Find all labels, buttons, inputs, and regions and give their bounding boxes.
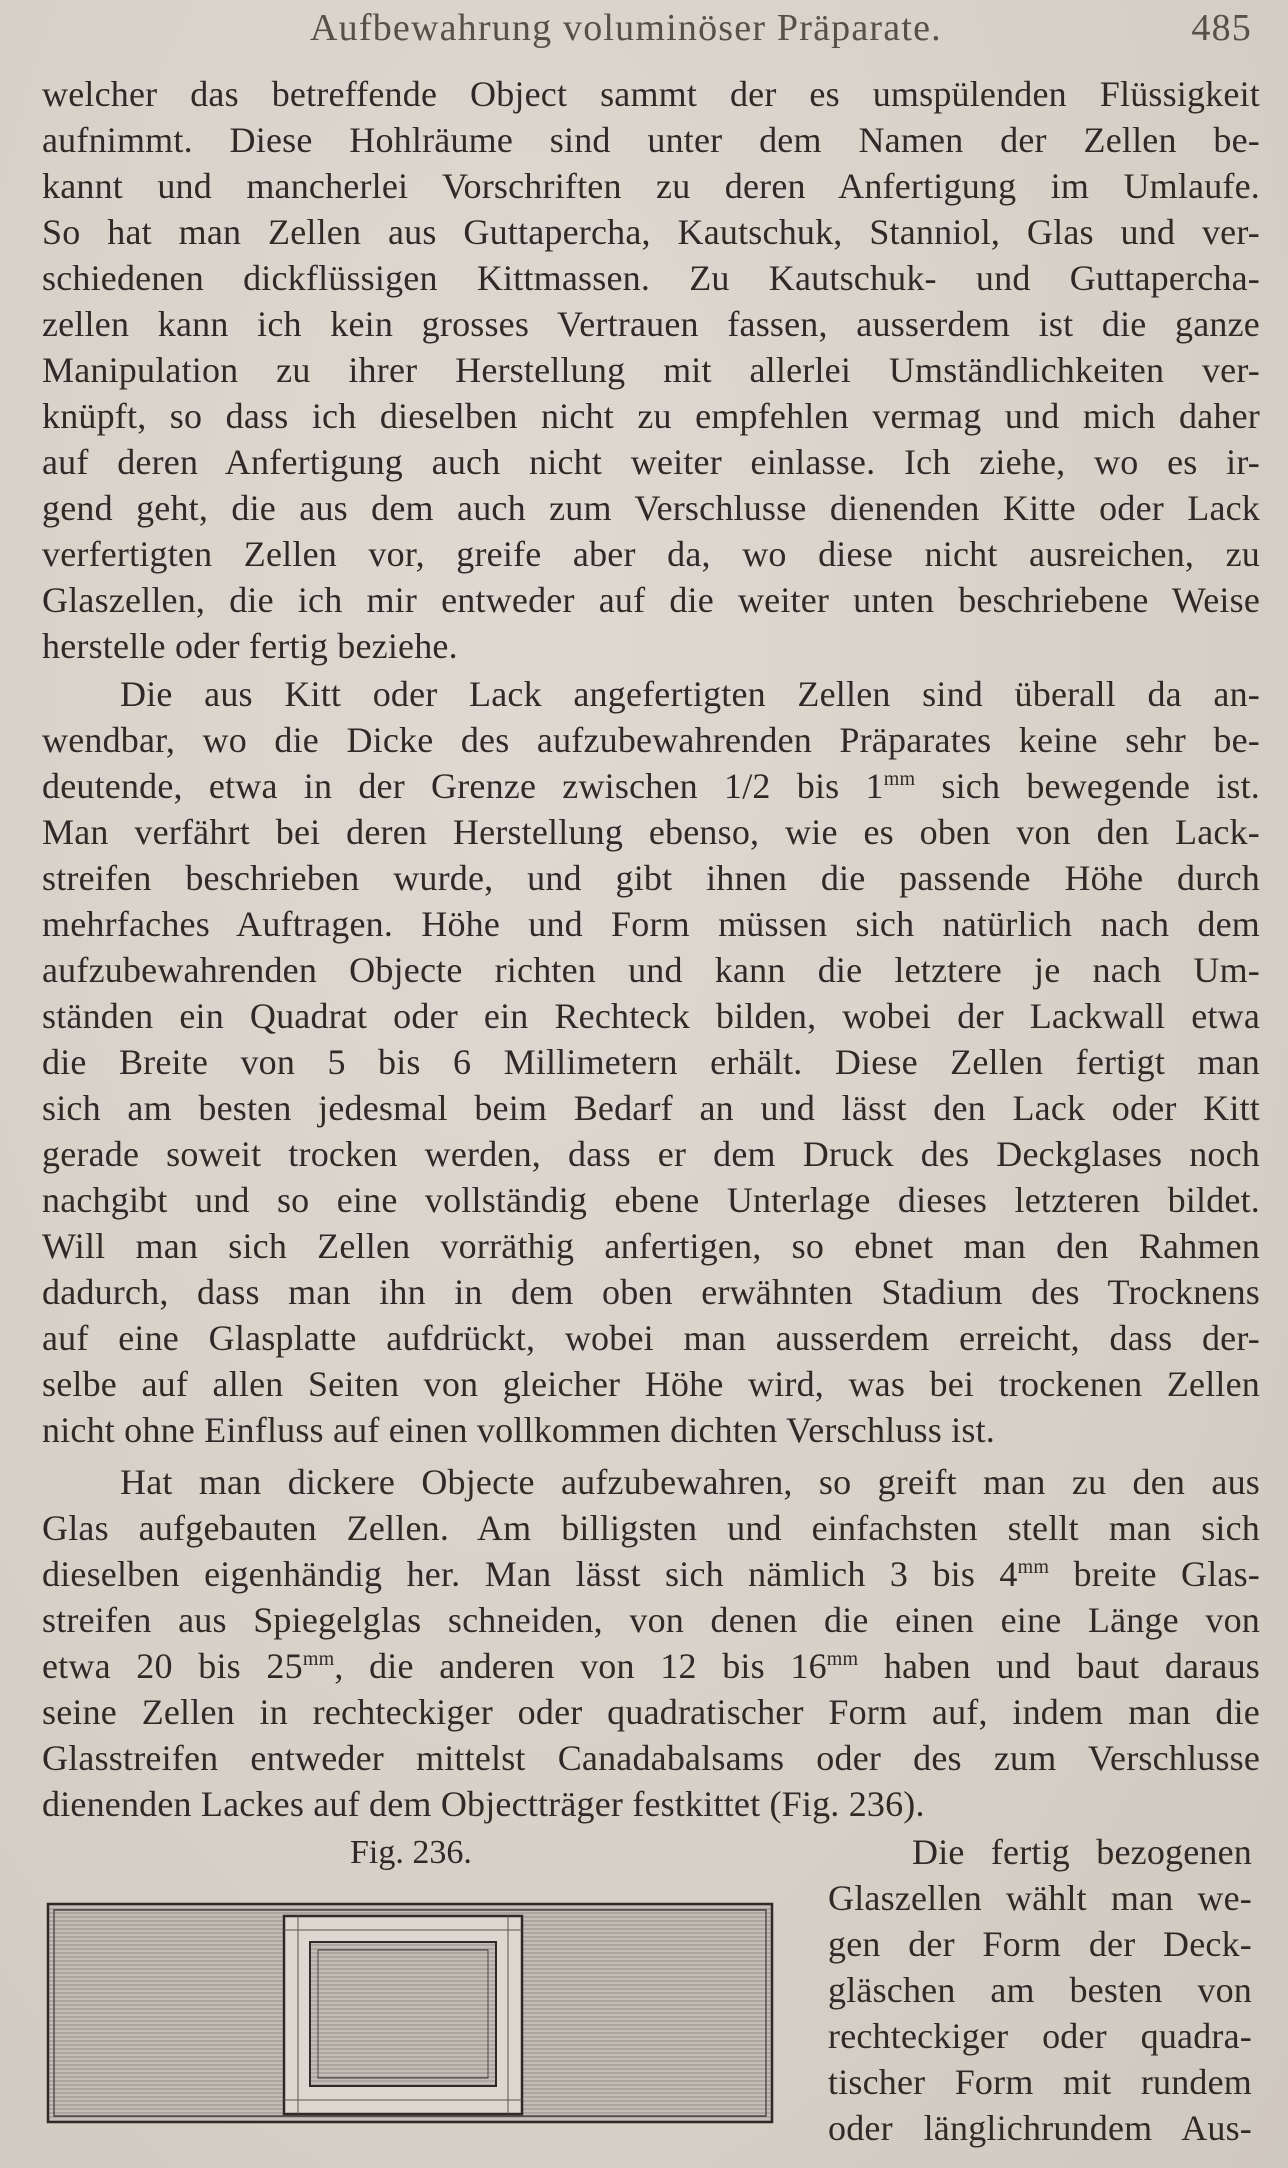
- text-line: herstelle oder fertig beziehe.: [42, 626, 458, 666]
- text-line: Hat man dickere Objecte aufzubewahren, so greift man zu den aus: [120, 1462, 1260, 1502]
- text-line: kannt und mancherlei Vorschriften zu deren Anfertigung im Umlaufe.: [42, 166, 1260, 206]
- text-line: zellen kann ich kein grosses Vertrauen fassen, ausserdem ist die ganze: [42, 304, 1260, 344]
- text-line: ständen ein Quadrat oder ein Rechteck bilden, wobei der Lackwall etwa: [42, 996, 1260, 1036]
- text-segment: sich bewegende ist.: [915, 766, 1260, 806]
- text-line: wendbar, wo die Dicke des aufzubewahrenden Präparates keine sehr be-: [42, 720, 1260, 760]
- text-segment: haben und baut daraus: [858, 1646, 1260, 1686]
- text-line: Glaszellen wählt man we-: [828, 1878, 1252, 1918]
- glass-cell-drawing: [44, 1900, 778, 2130]
- text-line: sich am besten jedesmal beim Bedarf an und lässt den Lack oder Kitt: [42, 1088, 1260, 1128]
- text-line: tischer Form mit rundem: [828, 2062, 1252, 2102]
- text-line: [42, 764, 1260, 808]
- text-line: knüpft, so dass ich dieselben nicht zu empfehlen vermag und mich daher: [42, 396, 1260, 436]
- unit-superscript: mm: [826, 1648, 859, 1670]
- text-line: streifen beschrieben wurde, und gibt ihnen die passende Höhe durch: [42, 858, 1260, 898]
- text-line: streifen aus Spiegelglas schneiden, von denen die einen eine Länge von: [42, 1600, 1260, 1640]
- text-line: schiedenen dickflüssigen Kittmassen. Zu Kautschuk- und Guttapercha-: [42, 258, 1260, 298]
- text-line: aufnimmt. Diese Hohlräume sind unter dem Namen der Zellen be-: [42, 120, 1260, 160]
- text-segment: , die anderen von 12 bis 16: [334, 1646, 827, 1686]
- text-line: nachgibt und so eine vollständig ebene Unterlage dieses letzteren bildet.: [42, 1180, 1260, 1220]
- text-segment: etwa 20 bis 25: [42, 1646, 303, 1686]
- text-line: rechteckiger oder quadra-: [828, 2016, 1252, 2056]
- text-segment: breite Glas-: [1049, 1554, 1260, 1594]
- text-line: die Breite von 5 bis 6 Millimetern erhält. Diese Zellen fertigt man: [42, 1042, 1260, 1082]
- unit-superscript: mm: [883, 768, 916, 790]
- text-line: Manipulation zu ihrer Herstellung mit allerlei Umständlichkeiten ver-: [42, 350, 1260, 390]
- text-line: So hat man Zellen aus Guttapercha, Kautschuk, Stanniol, Glas und ver-: [42, 212, 1260, 252]
- text-line: Die aus Kitt oder Lack angefertigten Zellen sind überall da an-: [120, 674, 1260, 714]
- text-line: Man verfährt bei deren Herstellung ebenso, wie es oben von den Lack-: [42, 812, 1260, 852]
- text-line: mehrfaches Auftragen. Höhe und Form müssen sich natürlich nach dem: [42, 904, 1260, 944]
- text-line: dienenden Lackes auf dem Objectträger festkittet (Fig. 236).: [42, 1784, 925, 1824]
- text-segment: bis 1: [770, 766, 884, 806]
- text-line: seine Zellen in rechteckiger oder quadratischer Form auf, indem man die: [42, 1692, 1260, 1732]
- text-segment: dieselben eigenhändig her. Man lässt sich nämlich 3 bis 4: [42, 1554, 1018, 1594]
- text-line: Will man sich Zellen vorräthig anfertigen, so ebnet man den Rahmen: [42, 1226, 1260, 1266]
- text-line: Glasstreifen entweder mittelst Canadabalsams oder des zum Verschlusse: [42, 1738, 1260, 1778]
- text-line: welcher das betreffende Object sammt der es umspülenden Flüssigkeit: [42, 74, 1260, 114]
- page-number: 485: [1191, 7, 1252, 49]
- figure-236-glass-cell-illustration: [44, 1900, 778, 2130]
- running-header: [310, 6, 1270, 52]
- text-line: selbe auf allen Seiten von gleicher Höhe wird, was bei trockenen Zellen: [42, 1364, 1260, 1404]
- text-line: gläschen am besten von: [828, 1970, 1252, 2010]
- text-line: nicht ohne Einfluss auf einen vollkommen dichten Verschluss ist.: [42, 1410, 995, 1450]
- text-line: Glas aufgebauten Zellen. Am billigsten und einfachsten stellt man sich: [42, 1508, 1260, 1548]
- text-line: oder länglichrundem Aus-: [828, 2108, 1252, 2148]
- unit-superscript: mm: [302, 1648, 335, 1670]
- text-line: gend geht, die aus dem auch zum Verschlusse dienenden Kitte oder Lack: [42, 488, 1260, 528]
- text-line: verfertigten Zellen vor, greife aber da, wo diese nicht ausreichen, zu: [42, 534, 1260, 574]
- text-line: gerade soweit trocken werden, dass er dem Druck des Deckglases noch: [42, 1134, 1260, 1174]
- fraction: 1/2: [724, 766, 771, 806]
- text-line: dadurch, dass man ihn in dem oben erwähnten Stadium des Trocknens: [42, 1272, 1260, 1312]
- text-line: auf eine Glasplatte aufdrückt, wobei man ausserdem erreicht, dass der-: [42, 1318, 1260, 1358]
- figure-caption: Fig. 236.: [350, 1834, 472, 1871]
- text-line: gen der Form der Deck-: [828, 1924, 1252, 1964]
- running-title: Aufbewahrung voluminöser Präparate.: [310, 7, 942, 49]
- text-line: aufzubewahrenden Objecte richten und kann die letztere je nach Um-: [42, 950, 1260, 990]
- text-line: [42, 1552, 1260, 1596]
- unit-superscript: mm: [1017, 1556, 1050, 1578]
- glass-cell-cavity: [310, 1942, 496, 2086]
- text-line: Die fertig bezogenen: [912, 1832, 1252, 1872]
- text-line: Glaszellen, die ich mir entweder auf die weiter unten beschriebene Weise: [42, 580, 1260, 620]
- text-line: auf deren Anfertigung auch nicht weiter einlasse. Ich ziehe, wo es ir-: [42, 442, 1260, 482]
- text-segment: deutende, etwa in der Grenze zwischen: [42, 766, 724, 806]
- text-line: [42, 1644, 1260, 1688]
